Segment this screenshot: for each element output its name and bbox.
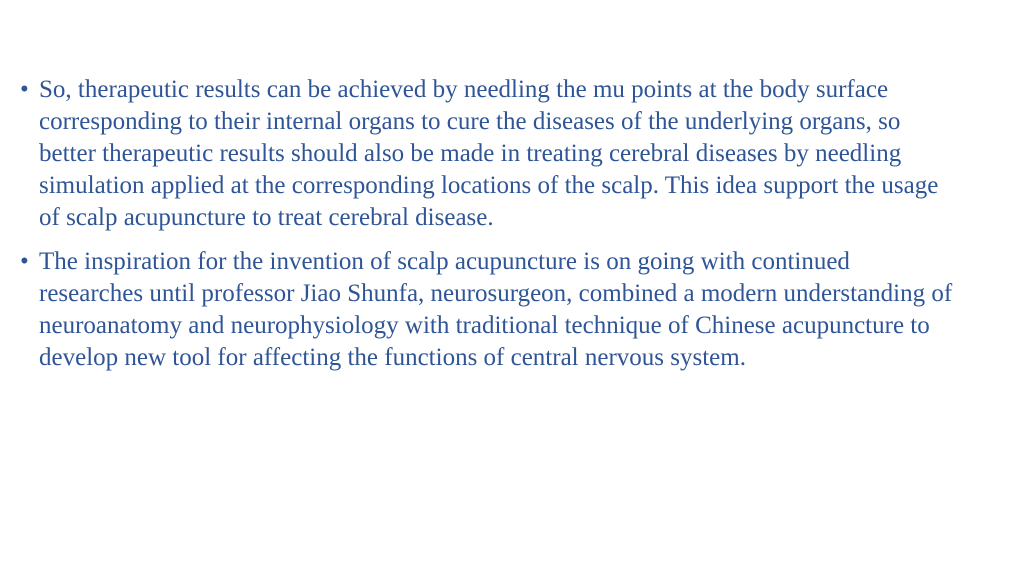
bullet-item-therapeutic-results [20, 74, 960, 234]
bullet-text: The inspiration for the invention of scalp acupuncture is on going with continued researches until professor Jiao Shunfa, neurosurgeon, combined a modern understanding of neuroanatomy and neurophysiology with traditional technique of Chinese acupuncture to develop new tool for affecting the functions of central nervous system. [39, 248, 953, 371]
bullet-item-inspiration [20, 246, 960, 374]
bullet-marker: • [20, 76, 29, 103]
bullet-list [20, 74, 960, 386]
bullet-text: So, therapeutic results can be achieved by needling the mu points at the body surface corresponding to their internal organs to cure the diseases of the underlying organs, so better therapeutic results should also be made in treating cerebral diseases by needling simulation applied at the corresponding locations of the scalp. This idea support the usage of scalp acupuncture to treat cerebral disease. [39, 76, 939, 231]
bullet-marker: • [20, 248, 29, 275]
